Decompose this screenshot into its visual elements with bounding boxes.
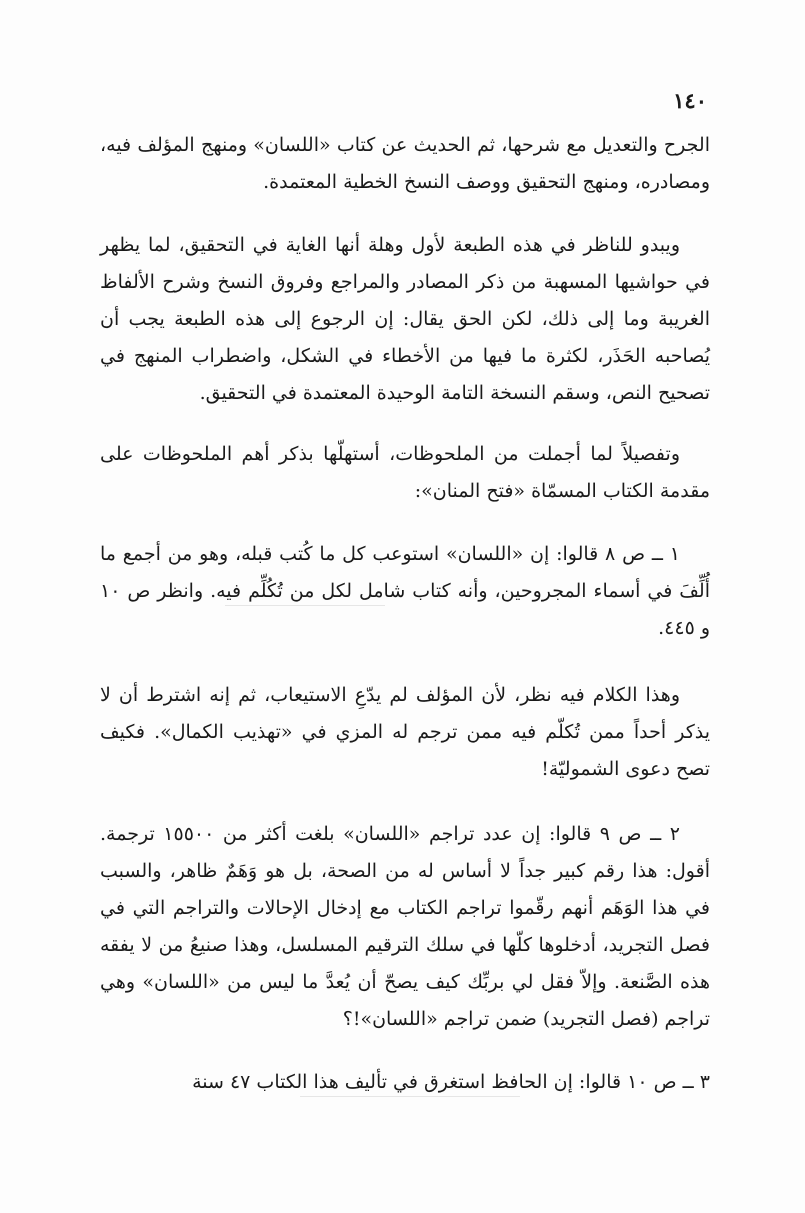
scan-artifact xyxy=(300,1096,520,1097)
paragraph-intro-continuation: الجرح والتعديل مع شرحها، ثم الحديث عن كتاب «اللسان» ومنهج المؤلف فيه، ومصادره، ومنهج التحقيق ووصف النسخ الخطية المعتمدة. xyxy=(100,134,710,193)
paragraph-notes-intro: وتفصيلاً لما أجملت من الملحوظات، أستهلّها بذكر أهم الملحوظات على مقدمة الكتاب المسمّاة «فتح المنان»: xyxy=(100,443,710,502)
paragraph-edition-assessment: ويبدو للناظر في هذه الطبعة لأول وهلة أنها الغاية في التحقيق، لما يظهر في حواشيها المسهبة من ذكر المصادر والمراجع وفروق النسخ وشرح الألفاظ الغريبة وما إلى ذلك، لكن الحق يقال: إن الرجوع إلى هذه الطبعة يجب أن يُصاحبه الحَذَر، لكثرة ما فيها من الأخطاء في الشكل، واضطراب المنهج في تصحيح النص، وسقم النسخة التامة الوحيدة المعتمدة في التحقيق. xyxy=(100,234,710,404)
page-body xyxy=(100,127,710,1101)
paragraph-note-1-comment: وهذا الكلام فيه نظر، لأن المؤلف لم يدّعِ الاستيعاب، ثم إنه اشترط أن لا يذكر أحداً ممن تُكلّم فيه ممن ترجم له المزي في «تهذيب الكمال». فكيف تصح دعوى الشموليّة! xyxy=(100,684,710,780)
page-number: ١٤٠ xyxy=(673,88,707,113)
paragraph-note-3: ٣ ــ ص ١٠ قالوا: إن الحافظ استغرق في تأليف هذا الكتاب ٤٧ سنة xyxy=(192,1071,710,1093)
paragraph-note-1: ١ ــ ص ٨ قالوا: إن «اللسان» استوعب كل ما كُتب قبله، وهو من أجمع ما أُلِّفَ في أسماء المجروحين، وأنه كتاب شامل لكل من تُكُلِّم فيه. وانظر ص ١٠ و ٤٤٥. xyxy=(100,543,710,639)
paragraph-note-2: ٢ ــ ص ٩ قالوا: إن عدد تراجم «اللسان» بلغت أكثر من ١٥٥٠٠ ترجمة. أقول: هذا رقم كبير جداً لا أساس له من الصحة، بل هو وَهَمٌ ظاهر، والسبب في هذا الوَهَم أنهم رقّموا تراجم الكتاب مع إدخال الإحالات والتراجم التي في فصل التجريد، أدخلوها كلّها في سلك الترقيم المسلسل، وهذا صنيعُ من لا يفقه هذه الصَّنعة. وإلاّ فقل لي بربِّك كيف يصحّ أن يُعدَّ ما ليس من «اللسان» وهي تراجم (فصل التجريد) ضمن تراجم «اللسان»!؟ xyxy=(100,823,710,1030)
scan-artifact xyxy=(225,605,385,606)
